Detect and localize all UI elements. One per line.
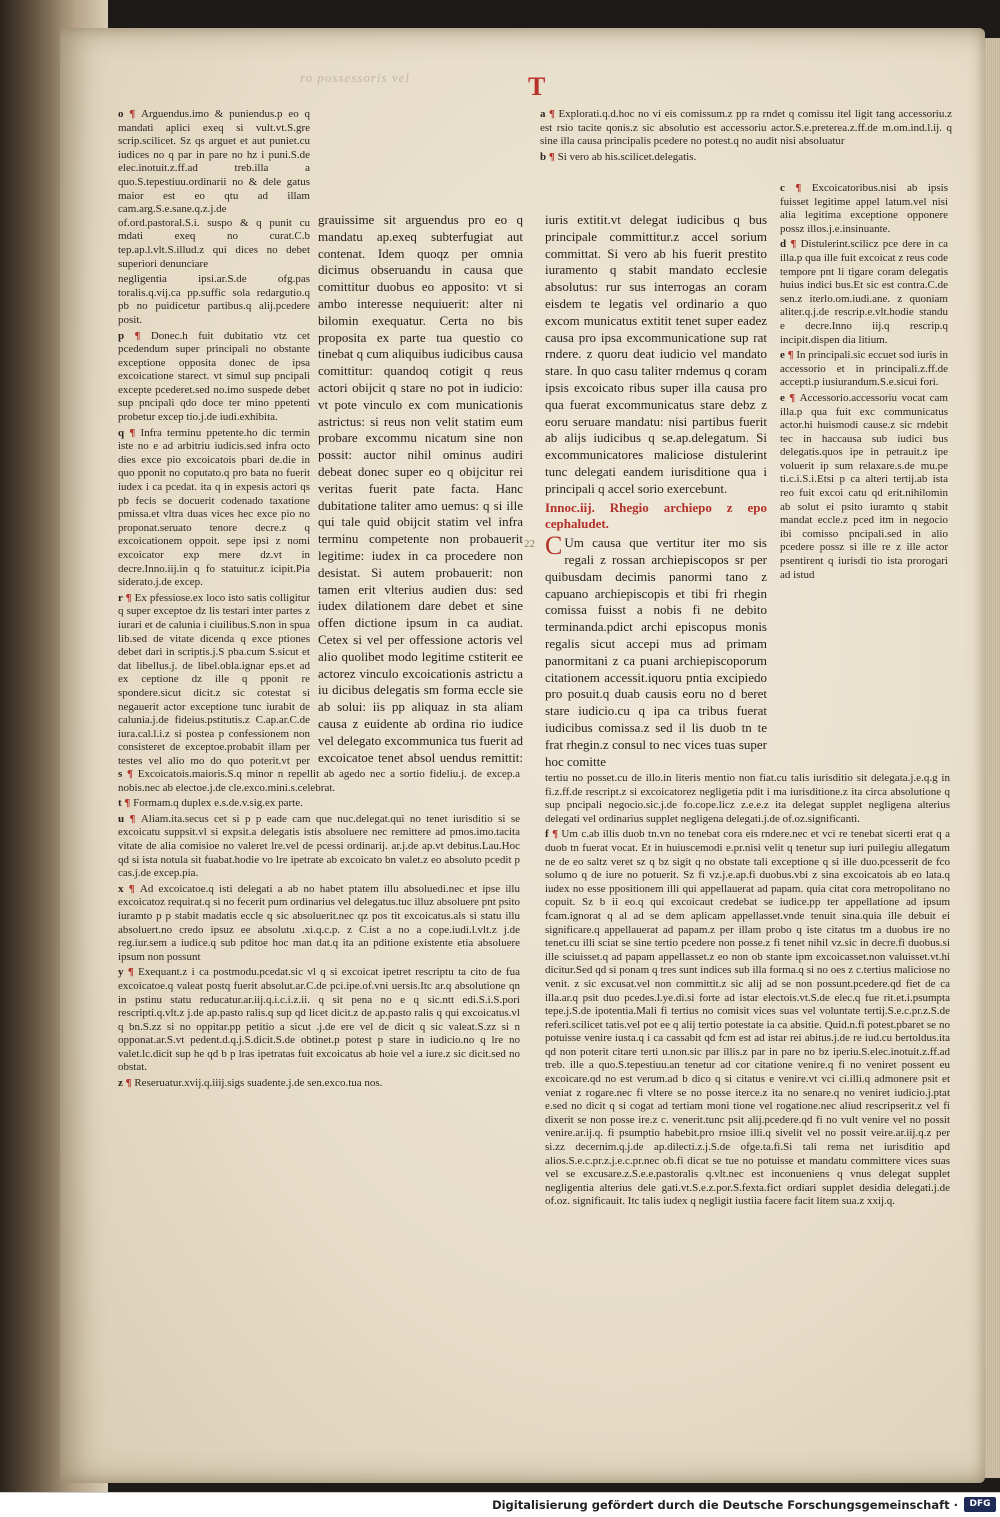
gloss-entry (545, 772, 950, 826)
paragraph-mark-icon: ¶ (784, 182, 812, 194)
folio-letter: T (528, 72, 546, 101)
main-text-right-paragraph: iuris extitit.vt delegat iudicibus q bus principale committitur.z accel sorium committat. Si vero ab his fuerit prestito iuramento q stabit mandato ecclesie absolutus: rur sus interrogas an coram eisdem te legatis vel ordinario a quo excom municatus extitit tenet super eadez causa pro ipsa excommunicatione sup rat rndere. z quoru deat iudicio vel mandato stare. In quo casu taliter rndemus q coram ipsis excoicato ribus super illa causa pro qua fuerat excommunicatus stare debz z eoru seruare mandatu: nisi partibus fuerit ab alijs iudicibus q se.ap.delegatum. Si excommunicatores maliciose distulerint tunc delegati eandem iurisditione qua i principali q accel sorio exercebunt. (545, 212, 767, 496)
gloss-entry (118, 966, 520, 1075)
innocent-rubric (545, 500, 767, 534)
gloss-entry (118, 427, 310, 590)
gloss-text: Infra terminu ppetente.ho dic termin iste no e ad arbitriu iudicis.sed infra octo dies exce pio excoicatois pbari de.die in quo pponit no coputato.q pro bata no fuerit iudex i ca pcedat. ita q in expesis actori qs pb fecis se docuerit codenado taxatione pmissa.et vltra duas vices hec exce pio no proponat.seruato tenore decre.z q excoicationem oppoit. sepe ipsi z nomi excoicator exp mere dz.vt in decre.Inno.iij.in q fo statuitur.z icipit.Pia siderato.j.de excep. (118, 426, 310, 589)
gloss-text: In principali.sic eccuet sod iuris in accessorio et in principali.z.ff.de accepti.p iusiurandum.S.e.sicui fori. (780, 349, 948, 389)
main-text-left-paragraph: grauissime sit arguendus pro eo q mandatu ap.exeq subterfugiat aut contenat. Idem quoqz per omnia dicimus obseruandu in causa que comittitur duobus eo apposito: vt si ambo interesse nequiuerit: alter ni bilomin exequatur. Certa no bis proposita ex parte tua questio co tinebat q cum aliquibus iudicibus causa comittitur: quandoq cotigit q reus actori obijcit q stare no pot in iudicio: vt pote vinculo ex com municationis astrictus: si reus non velit statim eum probare excommu nicatum sine non possit: auctor nihil ominus audiri debeat donec super eo q obijcitur rei veritas fuerit pate facta. Hanc dubitatione taliter amo uemus: q si ille qui tale quid obijcit statim vel infra terminu competente non probauerit legitime: iudex in ca procedere non desistat. Si autem probauerit: non tamen erit vlterius audien dus: sed iudex dilationem dare debet et sine offen dictione ipsum in ca audiat. Cetex si vel per offessione actoris vel alio quolibet modo legitime cstiterit ee actorez vinculo excoicationis astrictu a iu dicibus delegatis sm forma eccle sie ab solui: iis pp aliquaz in sta aliam causa z euidente ab ordina rio iudice vel delegato excommunica tus fuerit ad excoicatoe tenet absol uendus remittit: (318, 212, 523, 765)
gloss-text: Explorati.q.d.hoc no vi eis comissum.z pp ra rndet q comissu itel ligit tang accessoriu.z est rsio tacite qonis.z sic absolutio est accessoriu actor.S.e.preterea.z.ff.de m.om.ind.l.ij. q sine illa causa principalis pcedere no potest.q no audit nisi absoluatur (540, 108, 952, 148)
gloss-entry (780, 182, 948, 236)
gloss-letter: r (118, 591, 123, 604)
gloss-letter: c (780, 182, 785, 194)
innocent-text: Um causa que vertitur iter mo sis regali z rossan archiepiscopos sr per quibusdam decimis panormi tano z capuano archiepiscopis et tibi fri rhegin comissa fuisst a nobis fi ne debito terminanda.pdict archi episcopus monis regalis sicut accepi mus ad primam panormitani z ca puani archiepiscoporum citationem accessit.iquoru pntia excipiedo pro posuit.q duab causis eoru no d beret stare iudicio.cu q ipa ca tribus fuerat iudicibus comissa.z sed il lis duob tn te frat rhegin.z consul to nec vices tuas super hoc comitte (545, 535, 767, 768)
gloss-entry (118, 273, 310, 327)
gloss-letter: e (780, 391, 785, 404)
gloss-entry (118, 592, 310, 768)
gloss-text: Exequant.z i ca postmodu.pcedat.sic vl q si excoicat ipetret rescriptu ta cito de fua excoicatoe.q valeat postq fuerit absolut.ar.C.de pci.ipe.of.vni uersis.Itc ar.q absolutione qn in pstinu statu reducatur.ar.iij.q.i.c.i.z.ii. q sit pena no e q sic.ntt edi.S.i.S.pori rescripti.q.vlt.z j.de ap.pasto ralis.q sup qd licet dicit.z de ap.pasto ralis q qui excoicatus.vl q bn.S.zz si no oppitar.pp petitio a sicut .j.de ere vel de dicit q sic valeat.S.zz si n opponat.ar.S.vt pedent.d.q.j.S.dicit.S.de obtinet.p potest p stare in iudicio.no q lre no valet.lc.dicit sup he qd b p lras ipetratas fuit excoicatus ab hoie vel a iure.z sic dicit.sed no obstat. (118, 966, 520, 1074)
paragraph-mark-icon: ¶ (124, 812, 141, 825)
gloss-entry (118, 1077, 520, 1091)
gloss-letter: x (118, 882, 124, 895)
gloss-text: Excoicatoribus.nisi ab ipsis fuisset legitime appel latum.vel nisi alia legitima exceptione opponere possz illos.j.e.insinuante. (780, 182, 948, 235)
gloss-text: Arguendus.imo & puniendus.p eo q mandati aplici exeq si vult.vt.S.gre scrip.scilicet. Sz qs arguet et aut puniet.cu iudices no q par in pare no hz i puni.S.de elec.inotuit.z.ff.ad treb.illa a quo.S.tepestiuu.ordinarii no & dele gatus maior est eo qtu ad illam cam.arg.S.e.sane.q.z.j.de of.ord.pastoral.S.i. suspo & q punit cu mdati exeq no curat.C.b tep.ap.l.vlt.S.illud.z qui dices no debet superiori denunciare (118, 108, 310, 270)
gloss-letter: o (118, 108, 124, 120)
gloss-text: Si vero ab his.scilicet.delegatis. (557, 150, 697, 163)
gloss-letter: t (118, 797, 122, 810)
paragraph-mark-icon: ¶ (121, 797, 134, 810)
running-head-bleedthrough: ro possessoris vel (300, 70, 410, 85)
paragraph-mark-icon: ¶ (123, 108, 142, 120)
gloss-entry (118, 768, 520, 795)
paragraph-mark-icon: ¶ (784, 391, 800, 404)
decorated-initial-c: C (545, 531, 563, 561)
left-gloss-bottom-segment (118, 768, 520, 1348)
gloss-text: tertiu no posset.cu de illo.in literis mentio non fiat.cu talis iurisditio sit delegata.j.e.q.g in fi.z.ff.de rescript.z si excoicatorez negligetia pdit i ma iurisditione.z ita circa absolutione q sup pncipali negocio.sic.j.de fo.cope.licz z.e.e.z ita delegat supplet negligena alterius delegati vel ordinarius supplet negligena delegati.j.de of.oz.significanti. (545, 772, 950, 825)
main-text-left-column (318, 212, 523, 768)
innocent-paragraph (545, 531, 767, 768)
gloss-text: Distulerint.scilicz pce dere in ca illa.p qua ille fuit excoicat z reus code tempore pnt li tigare coram delegatis huius indici bus.Et sic est contra.C.de sen.z iterlo.om.iudi.ane. z quoniam aliter.q.j.de rescrip.e.vlt.hodie standu e decre.Inno iij.q rescrip.q incipit.dispen dia litium. (780, 238, 948, 346)
gloss-letter: b (540, 150, 547, 163)
gloss-text: Excoicatois.maioris.S.q minor n repellit ab agedo nec a sortio fideliu.j. de excep.a nobis.nec ab electoe.j.de cle.exco.mini.s.celebrat. (118, 768, 520, 794)
gloss-entry (780, 392, 948, 582)
paragraph-mark-icon: ¶ (548, 828, 562, 841)
paragraph-mark-icon: ¶ (122, 591, 135, 604)
gloss-entry (780, 238, 948, 347)
gloss-text: Aliam.ita.secus cet si p p eade cam que nuc.delegat.qui no tenet iurisditio si se excoicatu suppsit.vl si expsit.a delegatis istis absoluere nec remittere ad pmos.imo.tacita vitate de alia comisioe no valeret lre.vel de pcessi ordinarij. ar.j.de ap.vt debitus.Lau.Hoc qd si ista notula sit fuabat.hodie vo lre ipetrate ab excoicato bn valet.z eo absoluto pcedit p cas.j.de excep.pia. (118, 812, 520, 880)
gloss-entry (780, 349, 948, 390)
footer-credit: Digitalisierung gefördert durch die Deutsche Forschungsgemeinschaft · (492, 1498, 958, 1512)
gloss-letter: s (118, 768, 123, 780)
gloss-text: Formam.q duplex e.s.de.v.sig.ex parte. (133, 797, 303, 810)
margin-number: 22 (524, 538, 535, 550)
gloss-text: Accessorio.accessoriu vocat cam illa.p qua fuit exc communicatus actor.hi huismodi cause.z sic rndebit tec in haccausa sub iudici bus delegatis.quos ipe in petrauit.z ipe voluerit ip sum relaxare.s.de mu.pe ti.c.i.S.i.Etsi p ca alteri tertij.ab ista reo fuit excoi catu qd erit.nihilomin ab solut ei psito iuramto q stabit mandat eccle.z pced itm in negocio ibi comisso pncipali.sed in alio pcedere possz si ille re z ille actor psentirent q iurisdi tio ista prorogari ad istud (780, 391, 948, 581)
gloss-entry (118, 813, 520, 881)
paragraph-mark-icon: ¶ (122, 768, 138, 780)
rubric-text: Innoc.iij. Rhegio archiepo z epo cephaludet. (545, 499, 767, 532)
right-header-gloss (540, 108, 952, 180)
gloss-entry (545, 828, 950, 1209)
paragraph-mark-icon: ¶ (124, 329, 151, 342)
paragraph-mark-icon: ¶ (123, 966, 139, 979)
bottom-right-gloss (545, 772, 950, 1352)
gloss-letter: e (780, 349, 785, 362)
paragraph-mark-icon: ¶ (786, 238, 801, 251)
gloss-letter: z (118, 1077, 123, 1090)
gloss-entry (118, 108, 310, 271)
paragraph-mark-icon: ¶ (123, 882, 140, 895)
left-gloss-top-segment (118, 108, 310, 768)
gloss-entry (118, 797, 520, 811)
gloss-letter: y (118, 966, 124, 979)
dfg-logo-icon: DFG (964, 1497, 996, 1512)
gloss-letter: a (540, 108, 546, 120)
paragraph-mark-icon: ¶ (124, 426, 141, 439)
main-text-right-column (545, 212, 767, 768)
gloss-letter: u (118, 812, 125, 825)
gloss-text: negligentia ipsi.ar.S.de ofg.pas toralis.q.vij.ca pp.suffic sola redargutio.q pb no puidicetur partibus.q alij.pcedere posit. (118, 273, 310, 326)
gloss-text: Ex pfessiose.ex loco isto satis colligitur q super exceptoe dz lis testari inter partes z iurari et de calunia i ciuilibus.S.non in spua lib.sed de vitate dicenda q exce ptiones debet dari in scriptis.j.S pba.cum S.sicut et dat libellus.j. de libel.obla.ignar eps.et ad ex ceptione dz ille q pponit re spondere.sicut dicit.z sic cotestat si negauerit actor exceptione tunc iurabit de calunia.j.de fideius.pstitutis.z C.ap.ar.C.de iura.cal.l.i.z si postea p confessionem non consisteret de exceptoe.probabit illam per testes vel alio mo do quo poterit.vt per (118, 591, 310, 767)
footer-bar (0, 1492, 1000, 1517)
right-narrow-gloss-column (780, 182, 948, 770)
paragraph-mark-icon: ¶ (784, 349, 797, 362)
gloss-text: Reseruatur.xvij.q.iiij.sigs suadente.j.de sen.exco.tua nos. (134, 1077, 383, 1090)
page-edges (985, 38, 1000, 1478)
gloss-text: Ad excoicatoe.q isti delegati a ab no habet ptatem illu absoluedi.nec et ipse illu excoicatoz requirat.q si no fecerit pum ordinarius vel delegatus.tuc illuz absoluere pnt psito iuramto p p stabit madatis eccle q sic absoluerit.nec qz pos tit excoicatus.als si statu illu absoluert.no credo ipsuz ee absolutu .xi.q.c.p. z C.ist a no a cope.iudi.l.vlt.z j.de reg.iur.sem a iudice.q sub pditoe hoc man dat.q ita an pditione existente etia absoluere ipsum non possunt (118, 882, 520, 963)
gloss-letter: d (780, 238, 787, 251)
gloss-entry (118, 883, 520, 965)
paragraph-mark-icon: ¶ (122, 1077, 135, 1090)
gloss-text: Um c.ab illis duob tn.vn no tenebat cora eis rndere.nec et vci re tenebat sicerti erat q a duob tn fuerat vocat. Et in huiuscemodi e.pr.nisi velit q tenetur sup iuri puilegiu allegatum ne de eo saltz veret sz q bz sigit q no obstate tali exceptione q si ille duo.pcesserit de fco solumo q de iure no potuerit. Sz fi vz.j.e.ap.fi duobus.vbi z sina excoicatois ab eo lata.q iudex no esse ppositionem illi qui appellauerat ad papam. quia citat cora metropolitano no copuit. Sz b ii eo.q qui excoicaut credebat se iudice.pp ter appellatione ad ipsum fcam.ignorat q al ad se dem aplicam appellasset.vnde tenuit sina.quia ille debuit ei significare.q appellauerat ad papam.z per illam probo q iste citatus tm a duobus ire no tenet.cu illi sciat se sine tertio pcedere non posse.z fi tenet nihil vz.sic in decre.fi duobus.si ille sciuisset.q ad papam appellasset.z eo non ob stante ipm excoicasset.non valuisset.vt.hi dicitur.Sed qd si ponam q tres sunt indices sub illa forma.q si no oes z c.tertius maliciose no venit. z sic excusat.vel non committit.z sic alij ad se non possunt.pcedere.qd fiet de ca illa.ar.q psit duo pcedes.l.ye.di.si forte ad istar electois.vt.S.de elec.q fue rit.et.i.psumpta tepe.j.S.de ipotentia.Mali fi tertius no comisit vices suas vel voluntate tertij.S.e.c.pr.z.S.de referi.scilicet tatis.vel pot ee q alij tertio potestate ia ca absitie. Quid.n.fi potest.pbaret se no potuisse venire iusta.q i ca cassabit qd fcm est ad istar rei abitus.j.de re iud.cu bertoldus.ita qd non poterit citare terti u.non.sic par illis.z par in pare no bz iperiu.S.elec.inotuit.z.ff.ad treb. ille a quo.S.tepestiuu.an tenetur ad cor citatione venire.q fi no veniret possent eu excoicare.qd no est verum.ad b dico q si citatus e venire.vt vci ci.illi.q admonere psit et veniat z rogare.nec fi vltere se no posse iterce.z ita no senare.q no veniret iudicio.j.ptat e.sed no dicit q si cogat ad tertiam moni tione vel rogatione.nec aliud rescripserit.z vel fi dixerit se non posse ire.z c. venerit.tunc psit alij.pcedere.qd fi no vult venire vel no possit venire.ar.ij.q. fi psumptio habebit.pro rnsioe illi.q sivelit vel no possit veire.ar.iij.q.z per si.zz decernim.q.j.de ap.dilecti.z.j.S.de ofge.ta.fi.Si tali rema net iurisditio apd alios.S.e.c.pr.z.j.e.c.pr.nec ob.fi dicat se tue no potuisse et mandatu committere vices suas vel se excusare.z.S.e.e.pastoralis q.vlt.nec est inconueniens q vnus delegat supplet negligentia alterius dele gati.vt.S.e.z.por.S.fexta.fict ordiari supplet desidia delegati.j.de of.oz. significauit. Itc talis iudex q negligit iustiia facere facit litem sua.z xxij.q. (545, 828, 950, 1208)
gloss-letter: f (545, 828, 549, 841)
gloss-entry (540, 151, 952, 165)
gloss-text: Donec.h fuit dubitatio vtz cet pcedendum super principali no obstante exceptione opposita donec de ipsa excoicatione starect. vt simul sup pncipali excepte pcederet.sed no.imo suspede debet sup pncipali qdo doce ter mino ppetenti probetur excep tio.j.de iudi.exhibita. (118, 329, 310, 424)
gloss-letter: p (118, 329, 125, 342)
gloss-entry (118, 330, 310, 425)
paragraph-mark-icon: ¶ (545, 108, 559, 120)
gloss-entry (540, 108, 952, 149)
gloss-letter: q (118, 426, 125, 439)
paragraph-mark-icon: ¶ (546, 150, 558, 163)
